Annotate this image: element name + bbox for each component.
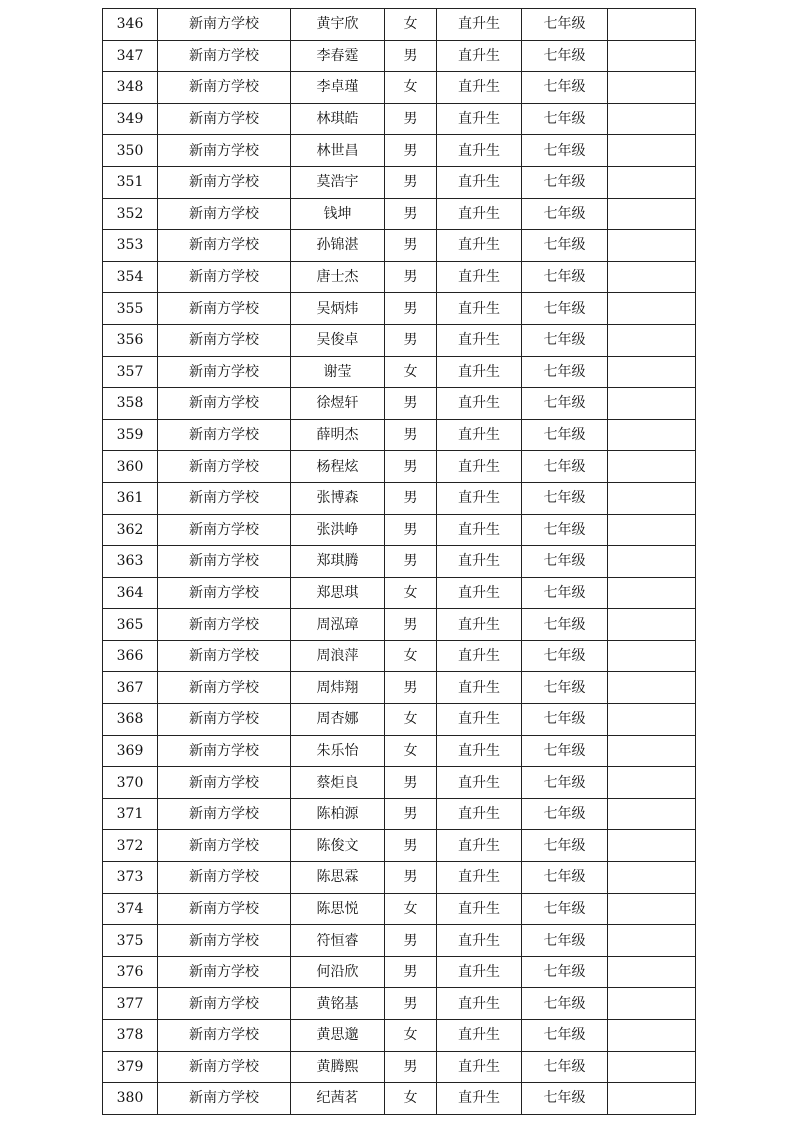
cell-number: 373 xyxy=(103,862,158,894)
cell-enrollment-type: 直升生 xyxy=(437,956,522,988)
cell-student-name: 黄铭基 xyxy=(291,988,385,1020)
cell-gender: 女 xyxy=(385,9,437,41)
cell-school: 新南方学校 xyxy=(158,356,291,388)
cell-number: 347 xyxy=(103,40,158,72)
cell-grade: 七年级 xyxy=(522,956,608,988)
cell-number: 346 xyxy=(103,9,158,41)
table-row xyxy=(103,356,696,388)
cell-note xyxy=(608,324,696,356)
cell-student-name: 林世昌 xyxy=(291,135,385,167)
cell-grade: 七年级 xyxy=(522,735,608,767)
cell-gender: 男 xyxy=(385,767,437,799)
cell-student-name: 杨程炫 xyxy=(291,451,385,483)
cell-note xyxy=(608,767,696,799)
cell-note xyxy=(608,735,696,767)
cell-note xyxy=(608,704,696,736)
cell-grade: 七年级 xyxy=(522,893,608,925)
cell-school: 新南方学校 xyxy=(158,798,291,830)
cell-grade: 七年级 xyxy=(522,546,608,578)
cell-enrollment-type: 直升生 xyxy=(437,9,522,41)
table-row xyxy=(103,9,696,41)
cell-number: 356 xyxy=(103,324,158,356)
cell-student-name: 郑琪腾 xyxy=(291,546,385,578)
cell-enrollment-type: 直升生 xyxy=(437,862,522,894)
cell-student-name: 何沿欣 xyxy=(291,956,385,988)
cell-enrollment-type: 直升生 xyxy=(437,103,522,135)
cell-grade: 七年级 xyxy=(522,925,608,957)
cell-school: 新南方学校 xyxy=(158,198,291,230)
cell-grade: 七年级 xyxy=(522,514,608,546)
cell-number: 365 xyxy=(103,609,158,641)
cell-student-name: 李卓瑾 xyxy=(291,72,385,104)
cell-note xyxy=(608,798,696,830)
cell-school: 新南方学校 xyxy=(158,1051,291,1083)
cell-school: 新南方学校 xyxy=(158,1020,291,1052)
cell-gender: 女 xyxy=(385,577,437,609)
cell-student-name: 吴炳炜 xyxy=(291,293,385,325)
cell-school: 新南方学校 xyxy=(158,166,291,198)
cell-gender: 男 xyxy=(385,419,437,451)
cell-student-name: 朱乐怡 xyxy=(291,735,385,767)
cell-note xyxy=(608,577,696,609)
student-roster-table xyxy=(102,8,696,1115)
cell-student-name: 周杏娜 xyxy=(291,704,385,736)
cell-note xyxy=(608,388,696,420)
cell-number: 359 xyxy=(103,419,158,451)
cell-student-name: 黄腾熙 xyxy=(291,1051,385,1083)
cell-school: 新南方学校 xyxy=(158,293,291,325)
cell-enrollment-type: 直升生 xyxy=(437,925,522,957)
cell-note xyxy=(608,640,696,672)
cell-grade: 七年级 xyxy=(522,1020,608,1052)
cell-number: 366 xyxy=(103,640,158,672)
cell-student-name: 蔡炬良 xyxy=(291,767,385,799)
cell-note xyxy=(608,230,696,262)
table-row xyxy=(103,1083,696,1115)
cell-number: 368 xyxy=(103,704,158,736)
table-row xyxy=(103,956,696,988)
table-row xyxy=(103,1020,696,1052)
cell-school: 新南方学校 xyxy=(158,988,291,1020)
cell-number: 355 xyxy=(103,293,158,325)
cell-number: 357 xyxy=(103,356,158,388)
cell-enrollment-type: 直升生 xyxy=(437,1051,522,1083)
cell-school: 新南方学校 xyxy=(158,1083,291,1115)
cell-enrollment-type: 直升生 xyxy=(437,135,522,167)
cell-grade: 七年级 xyxy=(522,388,608,420)
cell-gender: 男 xyxy=(385,862,437,894)
cell-student-name: 纪茜茗 xyxy=(291,1083,385,1115)
cell-school: 新南方学校 xyxy=(158,9,291,41)
cell-grade: 七年级 xyxy=(522,862,608,894)
cell-enrollment-type: 直升生 xyxy=(437,514,522,546)
cell-enrollment-type: 直升生 xyxy=(437,988,522,1020)
table-row xyxy=(103,830,696,862)
cell-number: 353 xyxy=(103,230,158,262)
cell-grade: 七年级 xyxy=(522,672,608,704)
cell-grade: 七年级 xyxy=(522,40,608,72)
cell-gender: 女 xyxy=(385,1020,437,1052)
cell-school: 新南方学校 xyxy=(158,893,291,925)
cell-gender: 男 xyxy=(385,482,437,514)
cell-note xyxy=(608,103,696,135)
cell-enrollment-type: 直升生 xyxy=(437,40,522,72)
cell-school: 新南方学校 xyxy=(158,72,291,104)
cell-grade: 七年级 xyxy=(522,230,608,262)
cell-school: 新南方学校 xyxy=(158,704,291,736)
cell-school: 新南方学校 xyxy=(158,925,291,957)
table-row xyxy=(103,419,696,451)
cell-school: 新南方学校 xyxy=(158,830,291,862)
cell-number: 363 xyxy=(103,546,158,578)
cell-gender: 男 xyxy=(385,135,437,167)
table-row xyxy=(103,925,696,957)
cell-enrollment-type: 直升生 xyxy=(437,1020,522,1052)
table-row xyxy=(103,862,696,894)
cell-grade: 七年级 xyxy=(522,577,608,609)
cell-gender: 男 xyxy=(385,798,437,830)
cell-note xyxy=(608,672,696,704)
cell-note xyxy=(608,198,696,230)
cell-number: 352 xyxy=(103,198,158,230)
cell-note xyxy=(608,451,696,483)
table-row xyxy=(103,324,696,356)
cell-note xyxy=(608,356,696,388)
cell-gender: 男 xyxy=(385,988,437,1020)
cell-number: 360 xyxy=(103,451,158,483)
cell-student-name: 唐士杰 xyxy=(291,261,385,293)
cell-note xyxy=(608,988,696,1020)
cell-student-name: 谢莹 xyxy=(291,356,385,388)
table-row xyxy=(103,293,696,325)
cell-number: 362 xyxy=(103,514,158,546)
cell-student-name: 陈柏源 xyxy=(291,798,385,830)
cell-enrollment-type: 直升生 xyxy=(437,388,522,420)
cell-note xyxy=(608,482,696,514)
cell-gender: 女 xyxy=(385,1083,437,1115)
cell-enrollment-type: 直升生 xyxy=(437,893,522,925)
cell-grade: 七年级 xyxy=(522,482,608,514)
cell-note xyxy=(608,1083,696,1115)
cell-number: 348 xyxy=(103,72,158,104)
table-row xyxy=(103,135,696,167)
cell-enrollment-type: 直升生 xyxy=(437,324,522,356)
cell-grade: 七年级 xyxy=(522,324,608,356)
cell-school: 新南方学校 xyxy=(158,324,291,356)
cell-school: 新南方学校 xyxy=(158,261,291,293)
cell-enrollment-type: 直升生 xyxy=(437,72,522,104)
cell-student-name: 黄思邈 xyxy=(291,1020,385,1052)
cell-number: 378 xyxy=(103,1020,158,1052)
cell-gender: 男 xyxy=(385,293,437,325)
cell-grade: 七年级 xyxy=(522,767,608,799)
cell-gender: 男 xyxy=(385,546,437,578)
cell-note xyxy=(608,261,696,293)
cell-grade: 七年级 xyxy=(522,356,608,388)
cell-number: 364 xyxy=(103,577,158,609)
cell-enrollment-type: 直升生 xyxy=(437,261,522,293)
cell-gender: 男 xyxy=(385,956,437,988)
cell-number: 369 xyxy=(103,735,158,767)
cell-student-name: 郑思琪 xyxy=(291,577,385,609)
cell-enrollment-type: 直升生 xyxy=(437,767,522,799)
cell-grade: 七年级 xyxy=(522,1051,608,1083)
cell-note xyxy=(608,546,696,578)
cell-note xyxy=(608,830,696,862)
cell-student-name: 张博森 xyxy=(291,482,385,514)
cell-student-name: 薛明杰 xyxy=(291,419,385,451)
cell-grade: 七年级 xyxy=(522,1083,608,1115)
cell-student-name: 钱坤 xyxy=(291,198,385,230)
cell-number: 375 xyxy=(103,925,158,957)
table-row xyxy=(103,72,696,104)
cell-number: 377 xyxy=(103,988,158,1020)
cell-school: 新南方学校 xyxy=(158,388,291,420)
cell-student-name: 林琪皓 xyxy=(291,103,385,135)
cell-gender: 女 xyxy=(385,704,437,736)
cell-number: 379 xyxy=(103,1051,158,1083)
cell-gender: 男 xyxy=(385,925,437,957)
cell-note xyxy=(608,893,696,925)
cell-grade: 七年级 xyxy=(522,103,608,135)
table-row xyxy=(103,988,696,1020)
cell-student-name: 周炜翔 xyxy=(291,672,385,704)
cell-student-name: 徐煜轩 xyxy=(291,388,385,420)
table-row xyxy=(103,798,696,830)
cell-school: 新南方学校 xyxy=(158,767,291,799)
table-row xyxy=(103,198,696,230)
cell-note xyxy=(608,135,696,167)
roster-body xyxy=(103,9,696,1115)
cell-note xyxy=(608,40,696,72)
table-row xyxy=(103,704,696,736)
cell-enrollment-type: 直升生 xyxy=(437,704,522,736)
cell-school: 新南方学校 xyxy=(158,514,291,546)
cell-student-name: 周浪萍 xyxy=(291,640,385,672)
cell-grade: 七年级 xyxy=(522,72,608,104)
cell-school: 新南方学校 xyxy=(158,482,291,514)
cell-grade: 七年级 xyxy=(522,135,608,167)
cell-enrollment-type: 直升生 xyxy=(437,293,522,325)
cell-number: 361 xyxy=(103,482,158,514)
cell-gender: 男 xyxy=(385,261,437,293)
cell-grade: 七年级 xyxy=(522,261,608,293)
cell-gender: 男 xyxy=(385,388,437,420)
cell-number: 367 xyxy=(103,672,158,704)
cell-enrollment-type: 直升生 xyxy=(437,230,522,262)
cell-grade: 七年级 xyxy=(522,419,608,451)
cell-note xyxy=(608,293,696,325)
cell-gender: 女 xyxy=(385,640,437,672)
table-row xyxy=(103,482,696,514)
cell-note xyxy=(608,956,696,988)
cell-number: 358 xyxy=(103,388,158,420)
cell-grade: 七年级 xyxy=(522,704,608,736)
cell-grade: 七年级 xyxy=(522,830,608,862)
cell-student-name: 陈俊文 xyxy=(291,830,385,862)
cell-school: 新南方学校 xyxy=(158,230,291,262)
cell-enrollment-type: 直升生 xyxy=(437,672,522,704)
cell-note xyxy=(608,514,696,546)
cell-school: 新南方学校 xyxy=(158,672,291,704)
cell-school: 新南方学校 xyxy=(158,577,291,609)
cell-enrollment-type: 直升生 xyxy=(437,482,522,514)
table-row xyxy=(103,672,696,704)
cell-school: 新南方学校 xyxy=(158,419,291,451)
cell-number: 351 xyxy=(103,166,158,198)
cell-enrollment-type: 直升生 xyxy=(437,609,522,641)
table-row xyxy=(103,546,696,578)
cell-enrollment-type: 直升生 xyxy=(437,419,522,451)
cell-student-name: 陈思悦 xyxy=(291,893,385,925)
cell-enrollment-type: 直升生 xyxy=(437,198,522,230)
cell-number: 370 xyxy=(103,767,158,799)
cell-gender: 男 xyxy=(385,324,437,356)
cell-gender: 男 xyxy=(385,1051,437,1083)
cell-school: 新南方学校 xyxy=(158,135,291,167)
cell-gender: 男 xyxy=(385,103,437,135)
cell-gender: 男 xyxy=(385,230,437,262)
cell-enrollment-type: 直升生 xyxy=(437,830,522,862)
cell-number: 374 xyxy=(103,893,158,925)
cell-student-name: 陈思霖 xyxy=(291,862,385,894)
cell-note xyxy=(608,72,696,104)
cell-gender: 男 xyxy=(385,40,437,72)
cell-note xyxy=(608,609,696,641)
cell-gender: 男 xyxy=(385,609,437,641)
table-row xyxy=(103,261,696,293)
cell-school: 新南方学校 xyxy=(158,956,291,988)
cell-school: 新南方学校 xyxy=(158,546,291,578)
table-row xyxy=(103,767,696,799)
cell-note xyxy=(608,925,696,957)
cell-student-name: 吴俊卓 xyxy=(291,324,385,356)
cell-school: 新南方学校 xyxy=(158,609,291,641)
cell-number: 354 xyxy=(103,261,158,293)
table-row xyxy=(103,1051,696,1083)
cell-gender: 女 xyxy=(385,356,437,388)
cell-student-name: 莫浩宇 xyxy=(291,166,385,198)
table-row xyxy=(103,609,696,641)
cell-gender: 男 xyxy=(385,672,437,704)
cell-number: 372 xyxy=(103,830,158,862)
cell-note xyxy=(608,419,696,451)
cell-enrollment-type: 直升生 xyxy=(437,356,522,388)
cell-enrollment-type: 直升生 xyxy=(437,798,522,830)
cell-grade: 七年级 xyxy=(522,798,608,830)
cell-grade: 七年级 xyxy=(522,640,608,672)
cell-enrollment-type: 直升生 xyxy=(437,166,522,198)
cell-enrollment-type: 直升生 xyxy=(437,546,522,578)
cell-note xyxy=(608,1051,696,1083)
table-row xyxy=(103,893,696,925)
cell-gender: 男 xyxy=(385,166,437,198)
cell-grade: 七年级 xyxy=(522,9,608,41)
cell-gender: 女 xyxy=(385,893,437,925)
cell-gender: 男 xyxy=(385,198,437,230)
cell-note xyxy=(608,1020,696,1052)
table-row xyxy=(103,640,696,672)
table-row xyxy=(103,103,696,135)
table-row xyxy=(103,451,696,483)
cell-gender: 男 xyxy=(385,451,437,483)
table-row xyxy=(103,514,696,546)
table-row xyxy=(103,166,696,198)
table-row xyxy=(103,577,696,609)
table-row xyxy=(103,735,696,767)
cell-number: 371 xyxy=(103,798,158,830)
cell-number: 376 xyxy=(103,956,158,988)
cell-school: 新南方学校 xyxy=(158,451,291,483)
cell-grade: 七年级 xyxy=(522,166,608,198)
cell-school: 新南方学校 xyxy=(158,862,291,894)
cell-grade: 七年级 xyxy=(522,609,608,641)
cell-grade: 七年级 xyxy=(522,988,608,1020)
cell-student-name: 孙锦湛 xyxy=(291,230,385,262)
cell-note xyxy=(608,9,696,41)
cell-number: 350 xyxy=(103,135,158,167)
cell-number: 380 xyxy=(103,1083,158,1115)
cell-grade: 七年级 xyxy=(522,198,608,230)
cell-enrollment-type: 直升生 xyxy=(437,640,522,672)
cell-gender: 女 xyxy=(385,735,437,767)
cell-student-name: 张洪峥 xyxy=(291,514,385,546)
cell-student-name: 周泓璋 xyxy=(291,609,385,641)
cell-enrollment-type: 直升生 xyxy=(437,577,522,609)
cell-student-name: 李春霆 xyxy=(291,40,385,72)
table-row xyxy=(103,388,696,420)
cell-note xyxy=(608,862,696,894)
cell-grade: 七年级 xyxy=(522,451,608,483)
cell-enrollment-type: 直升生 xyxy=(437,735,522,767)
cell-number: 349 xyxy=(103,103,158,135)
cell-student-name: 符恒睿 xyxy=(291,925,385,957)
cell-school: 新南方学校 xyxy=(158,735,291,767)
cell-enrollment-type: 直升生 xyxy=(437,1083,522,1115)
cell-enrollment-type: 直升生 xyxy=(437,451,522,483)
cell-gender: 男 xyxy=(385,830,437,862)
cell-school: 新南方学校 xyxy=(158,40,291,72)
cell-gender: 女 xyxy=(385,72,437,104)
table-row xyxy=(103,230,696,262)
cell-gender: 男 xyxy=(385,514,437,546)
cell-school: 新南方学校 xyxy=(158,103,291,135)
cell-grade: 七年级 xyxy=(522,293,608,325)
cell-note xyxy=(608,166,696,198)
cell-student-name: 黄宇欣 xyxy=(291,9,385,41)
table-row xyxy=(103,40,696,72)
cell-school: 新南方学校 xyxy=(158,640,291,672)
